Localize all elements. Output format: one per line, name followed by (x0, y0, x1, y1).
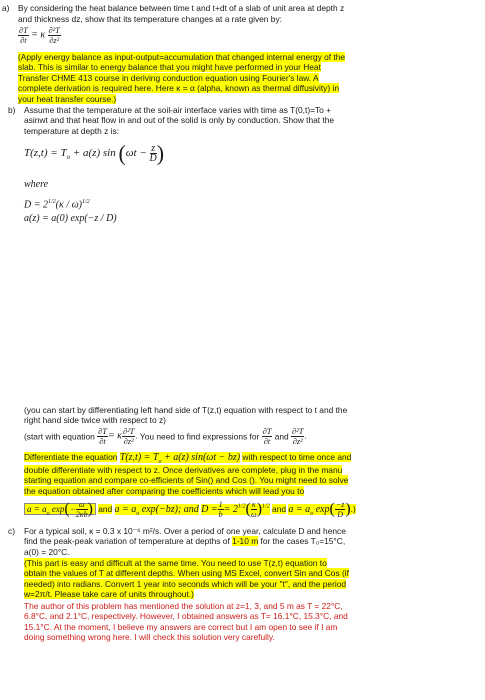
hint-line: right hand side twice with respect to z) (24, 415, 166, 426)
yellow-note-line: needed) into radians. Convert 1 year into seconds which will be your "t", and the period (24, 578, 347, 589)
note-line: (Apply energy balance as input-output=accumulation that changed internal energy of the (18, 52, 346, 62)
heat-equation (18, 26, 61, 50)
part-b-hint (24, 405, 347, 426)
part-c-line-2: find the peak-peak variation of temperature at depths of 1-10 m for the cases T₀=15°C, (24, 536, 346, 547)
part-b-label: b) (8, 105, 16, 115)
red-note-line: 15.1°C. At the moment, I believe my answers are correct but I am open to see if I am (24, 621, 338, 632)
note-line: your heat transfer course.) (18, 93, 117, 104)
part-b-line: temperature at depth z is: (24, 125, 119, 136)
where-label: where (24, 179, 49, 190)
yellow-note-line: w=2π/t. Please take care of units throughout.) (24, 589, 194, 600)
d2T-dz2-fraction: $\frac{\text{∂²T}}{\text{∂z²}}$ (292, 427, 304, 446)
amplitude-bz-equation: $a = a_o$ exp(−bz); and (114, 503, 199, 517)
instruction-line: double differentiate with respect to z. Once derivatives are complete, plug in the manu (24, 465, 343, 475)
part-c-red-note (24, 601, 348, 643)
part-b-line: asinwt and that heat flow in and out of the solid is only by conduction. Show that the (24, 115, 335, 126)
part-c-line: For a typical soil, κ = 0.3 x 10⁻⁶ m²/s. Over a period of one year, calculate D and hence (24, 526, 346, 536)
part-a-label: a) (2, 3, 10, 13)
hint-line: (you can start by differentiating left hand side of T(z,t) equation with respect to t and the (24, 405, 348, 415)
equals-kappa: = κ (31, 29, 46, 41)
dT-dt-fraction: $\frac{\partial T}{\partial t}$ (262, 427, 272, 446)
amplitude-equation: a(z) = a(0) exp(−z / D) (24, 213, 117, 224)
part-c-label: c) (8, 526, 15, 536)
d2T-dz2-fraction: $\frac{\text{∂²T}}{\text{∂z²}}$ (48, 26, 60, 45)
yellow-note-line: (This part is easy and difficult at the same time. You need to use T(z,t) equation to (24, 558, 327, 568)
red-note-line: doing something wrong here. I will check this solution very carefully. (24, 632, 275, 643)
temperature-equation: $T(z,t) = T_o + a(z)$ sin (ωt − $\frac{z}{D}$ ) (24, 140, 165, 166)
part-c-line: a(0) = 20°C. (24, 546, 70, 557)
part-a-line-1: By considering the heat balance between time t and t+dt of a slab of unit area at depth z (18, 3, 345, 13)
instruction-line: the equation obtained after comparing the coefficients which will lead you to (24, 485, 305, 496)
amplitude-zD-equation: $a = a_o$ exp( $\frac{-z}{D}$ ) (288, 500, 351, 519)
d2T-dz2-fraction: $\frac{\text{∂²T}}{\text{∂z²}}$ (122, 427, 135, 446)
start-equation-line: (start with equation $\frac{\partial T}{\partial t}$ = κ $\frac{\text{∂²T}}{\text{∂z²}}$ . You need to find expressions for $\frac{\partial T}{\partial t}$ and $\frac{\text{∂²T}}{\text{∂z²}}$ . (24, 427, 307, 446)
red-note-line: 6.8°C, and 2.1°C, respectively. However, I obtained answers as T= 16.1°C, 15.3°C, and (24, 611, 348, 622)
dT-dt-fraction: $\frac{\partial T}{\partial t}$ (19, 26, 28, 45)
diff-equation: $T(z,t) = T_o + a(z) \sin(\omega t - bz)$ (119, 452, 241, 465)
part-b-instructions (24, 465, 348, 496)
D-b-equation: D = $\frac{1}{b}$ = $2^{1/2}$( $\frac{\kappa}{\omega}$ )$^{1/2}$ (201, 500, 270, 519)
final-equations: $a = a_o$ exp(− $\frac{\omega}{2\kappa b}$ ) and $a = a_o$ exp(−bz); and D = $\frac{1}{b}$ = $2^{1/2}$( $\frac{\kappa}{\omega}$ )$^{1/2}$ and $a = a_o$ exp( $\frac{-z}{D}$ ).) (24, 500, 356, 524)
instruction-line: starting equation and compare co-efficients of Sin() and Cos (). You might need to solve (24, 475, 349, 486)
depth-range-highlight: 1-10 m (232, 536, 259, 547)
D-equation: $D = 2^{1/2}(\kappa / \omega)^{1/2}$ (24, 199, 90, 211)
note-line: slab. This is similar to energy balance that you might have performed in your Heat (18, 62, 321, 73)
note-line: Transfer CHME 413 course in deriving conduction equation using Fourier's law. A (18, 72, 319, 83)
part-b-text (24, 105, 334, 136)
amplitude-exp-equation: $a = a_o$ exp(− $\frac{\omega}{2\kappa b}$ ) (24, 503, 96, 515)
yellow-note-line: obtain the values of T at different depths. When using MS Excel, convert Sin and Cos (if (24, 568, 349, 579)
part-c-yellow-note (24, 558, 349, 600)
dT-dt-fraction: $\frac{\partial T}{\partial t}$ (98, 427, 107, 446)
part-c-text (24, 526, 346, 557)
part-a-line-2: and thickness dz, show that its temperature changes at a rate given by: (18, 14, 282, 24)
red-note-line: The author of this problem has mentioned the solution at z=1, 3, and 5 m as T = 22°C, (24, 601, 343, 611)
differentiate-line: Differentiate the equation $T(z,t) = T_o + a(z) \sin(\omega t - bz)$ with respect to time once and (24, 452, 352, 465)
note-line: complete derivation is required here. Here κ = α (alpha, known as thermal diffusivity) in (18, 83, 339, 94)
part-b-line: Assume that the temperature at the soil-air interface varies with time as T(0,t)=To + (24, 105, 332, 115)
part-a-note (18, 52, 345, 104)
